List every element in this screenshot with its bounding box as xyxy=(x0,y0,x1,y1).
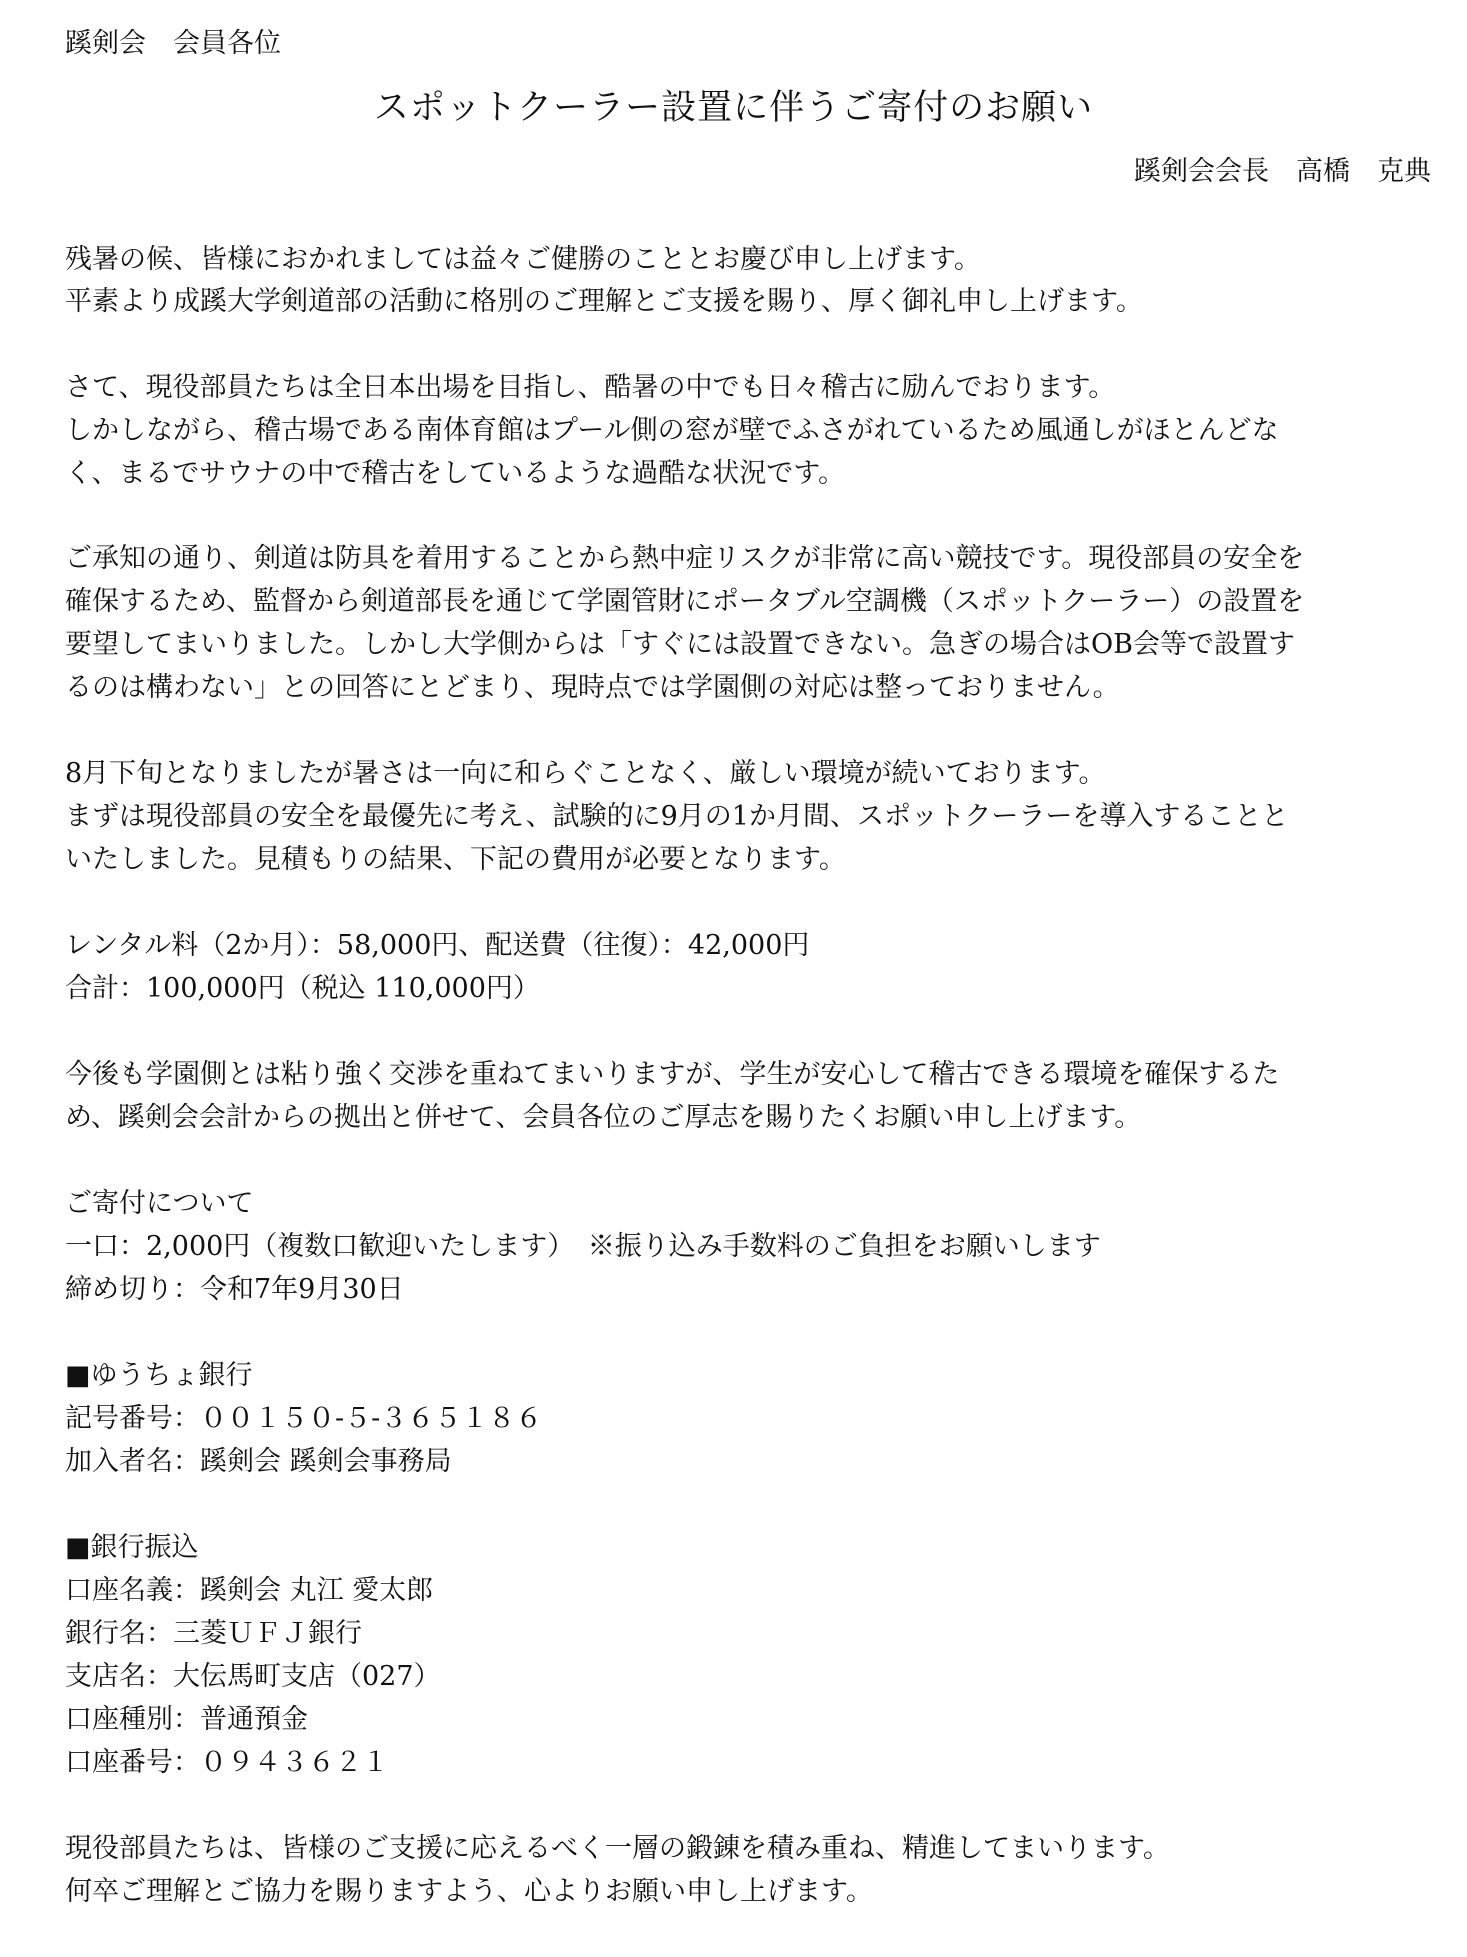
yucho-account-symbol: 記号番号：００１５０-５-３６５１８６ xyxy=(65,1403,543,1434)
appeal-line: め、蹊剣会会計からの拠出と併せて、会員各位のご厚志を賜りたくお願い申し上げます。 xyxy=(65,1102,1142,1133)
request-history-line: ご承知の通り、剣道は防具を着用することから熱中症リスクが非常に高い競技です。現役部員の安全を xyxy=(65,543,1305,574)
sender: 蹊剣会会長 高橋 克典 xyxy=(1134,156,1431,187)
cost-total: 合計：100,000円（税込 110,000円） xyxy=(65,973,540,1004)
closing-line: 何卒ご理解とご協力を賜りますよう、心よりお願い申し上げます。 xyxy=(65,1876,873,1907)
yucho-heading: ■ゆうちょ銀行 xyxy=(65,1360,253,1391)
bank-branch: 支店名：大伝馬町支店（027） xyxy=(65,1661,441,1692)
plan-line: まずは現役部員の安全を最優先に考え、試験的に9月の1か月間、スポットクーラーを導入することと xyxy=(65,801,1289,832)
plan-line: 8月下旬となりましたが暑さは一向に和らぐことなく、厳しい環境が続いております。 xyxy=(65,758,1106,789)
addressee: 蹊剣会 会員各位 xyxy=(65,28,281,59)
situation-line: しかしながら、稽古場である南体育館はプール側の窓が壁でふさがれているため風通しがほとんどな xyxy=(65,415,1279,446)
bank-account-number: 口座番号：０９４３６２１ xyxy=(65,1747,389,1778)
greeting-line: 平素より成蹊大学剣道部の活動に格別のご理解とご支援を賜り、厚く御礼申し上げます。 xyxy=(65,286,1143,317)
plan-line: いたしました。見積もりの結果、下記の費用が必要となります。 xyxy=(65,844,846,875)
bank-heading: ■銀行振込 xyxy=(65,1532,199,1563)
donation-heading: ご寄付について xyxy=(65,1188,254,1219)
situation-line: さて、現役部員たちは全日本出場を目指し、酷暑の中でも日々稽古に励んでおります。 xyxy=(65,372,1116,403)
request-history-line: 確保するため、監督から剣道部長を通じて学園管財にポータブル空調機（スポットクーラー）の設置を xyxy=(65,586,1305,617)
greeting-line: 残暑の候、皆様におかれましては益々ご健勝のこととお慶び申し上げます。 xyxy=(65,244,981,275)
bank-account-type: 口座種別：普通預金 xyxy=(65,1704,308,1735)
closing-line: 現役部員たちは、皆様のご支援に応えるべく一層の鍛錬を積み重ね、精進してまいります。 xyxy=(65,1833,1170,1864)
cost-line: レンタル料（2か月）：58,000円、配送費（往復）：42,000円 xyxy=(65,930,810,961)
yucho-holder: 加入者名：蹊剣会 蹊剣会事務局 xyxy=(65,1446,452,1477)
situation-line: く、まるでサウナの中で稽古をしているような過酷な状況です。 xyxy=(65,458,846,489)
request-history-line: 要望してまいりました。しかし大学側からは「すぐには設置できない。急ぎの場合はOB会等で設置す xyxy=(65,629,1295,660)
document-title: スポットクーラー設置に伴うご寄付のお願い xyxy=(373,88,1094,128)
donation-deadline: 締め切り：令和7年9月30日 xyxy=(65,1274,404,1305)
request-history-line: るのは構わない」との回答にとどまり、現時点では学園側の対応は整っておりません。 xyxy=(65,672,1120,703)
appeal-line: 今後も学園側とは粘り強く交渉を重ねてまいりますが、学生が安心して稽古できる環境を確保するた xyxy=(65,1059,1280,1090)
bank-name: 銀行名：三菱ＵＦＪ銀行 xyxy=(65,1618,362,1649)
bank-holder: 口座名義：蹊剣会 丸江 愛太郎 xyxy=(65,1575,434,1606)
donation-unit: 一口：2,000円（複数口歓迎いたします） ※振り込み手数料のご負担をお願いします xyxy=(65,1231,1101,1262)
